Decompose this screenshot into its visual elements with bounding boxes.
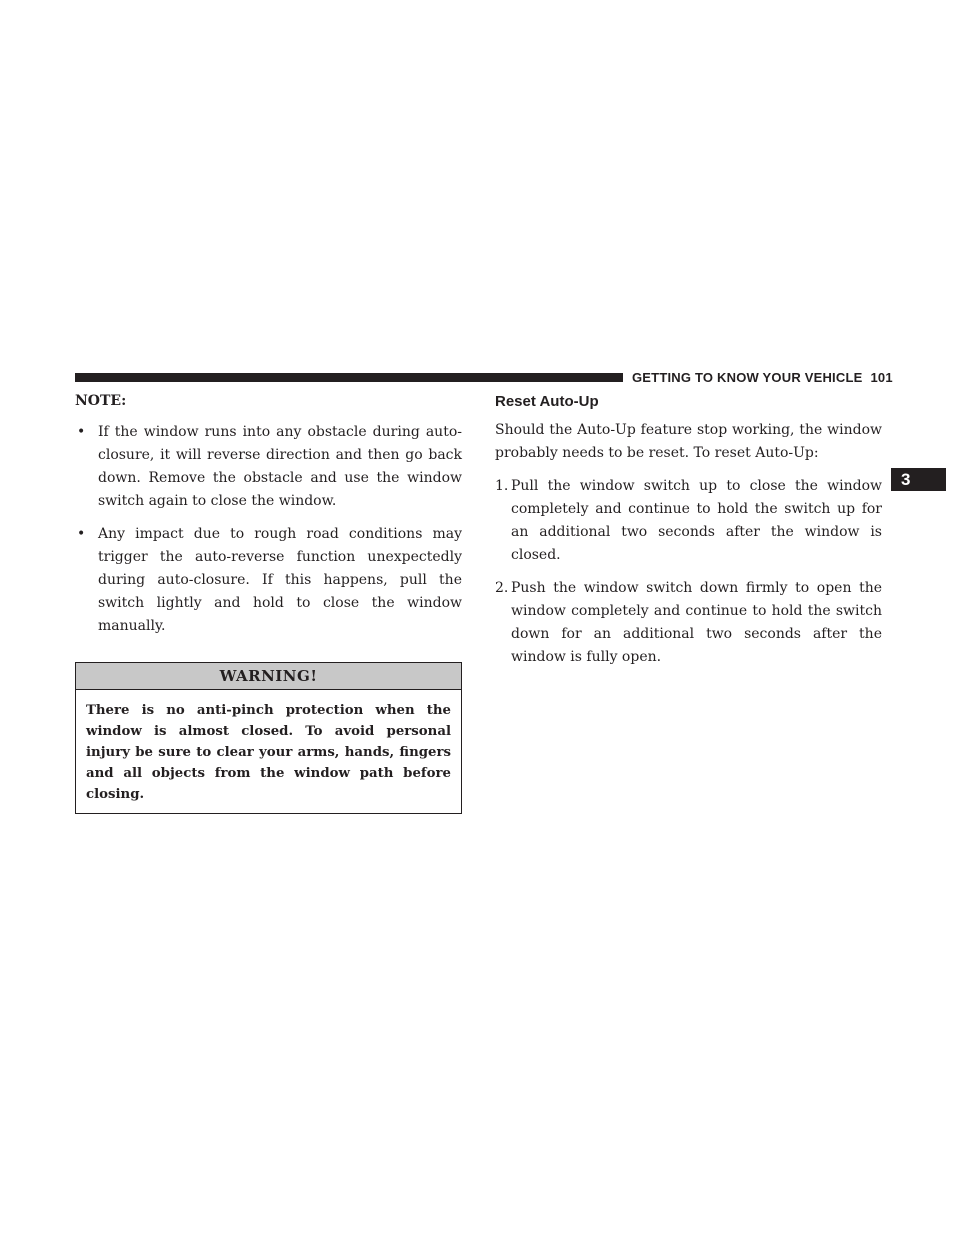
bullet-mark: • — [77, 526, 86, 542]
warning-text: There is no anti-pinch protection when the window is almost closed. To avoid personal injury be sure to clear your arms, hands, fingers and all objects from the window path before closing. — [86, 703, 451, 802]
bullet-text: Any impact due to rough road conditions may trigger the auto-reverse function unexpectedly during auto-closure. If this happens, pull the switch lightly and hold to close the window manually. — [98, 526, 462, 634]
left-column — [75, 390, 462, 814]
step-number: 2. — [495, 580, 509, 596]
step-text: Pull the window switch up to close the window completely and continue to hold the switch up for an additional two seconds after the window is closed. — [511, 478, 882, 563]
running-header — [632, 370, 893, 385]
bullet-item — [75, 421, 462, 513]
right-column — [495, 390, 882, 679]
section-title: GETTING TO KNOW YOUR VEHICLE — [632, 370, 863, 385]
bullet-item — [75, 523, 462, 638]
warning-box — [75, 662, 462, 814]
header-rule — [75, 373, 623, 382]
step-item — [495, 577, 882, 669]
chapter-tab[interactable]: 3 — [891, 468, 946, 491]
intro-paragraph: Should the Auto-Up feature stop working, the window probably needs to be reset. To reset Auto-Up: — [495, 422, 882, 461]
section-heading: Reset Auto-Up — [495, 393, 599, 410]
step-text: Push the window switch down firmly to open the window completely and continue to hold the switch down for an additional two seconds after the window is fully open. — [511, 580, 882, 665]
note-label: NOTE: — [75, 393, 127, 409]
step-item — [495, 475, 882, 567]
warning-title: WARNING! — [76, 663, 461, 690]
step-number: 1. — [495, 478, 509, 494]
bullet-text: If the window runs into any obstacle during auto-closure, it will reverse direction and then go back down. Remove the obstacle and use the window switch again to close the window. — [98, 424, 462, 509]
page-number: 101 — [870, 370, 893, 385]
bullet-mark: • — [77, 424, 86, 440]
